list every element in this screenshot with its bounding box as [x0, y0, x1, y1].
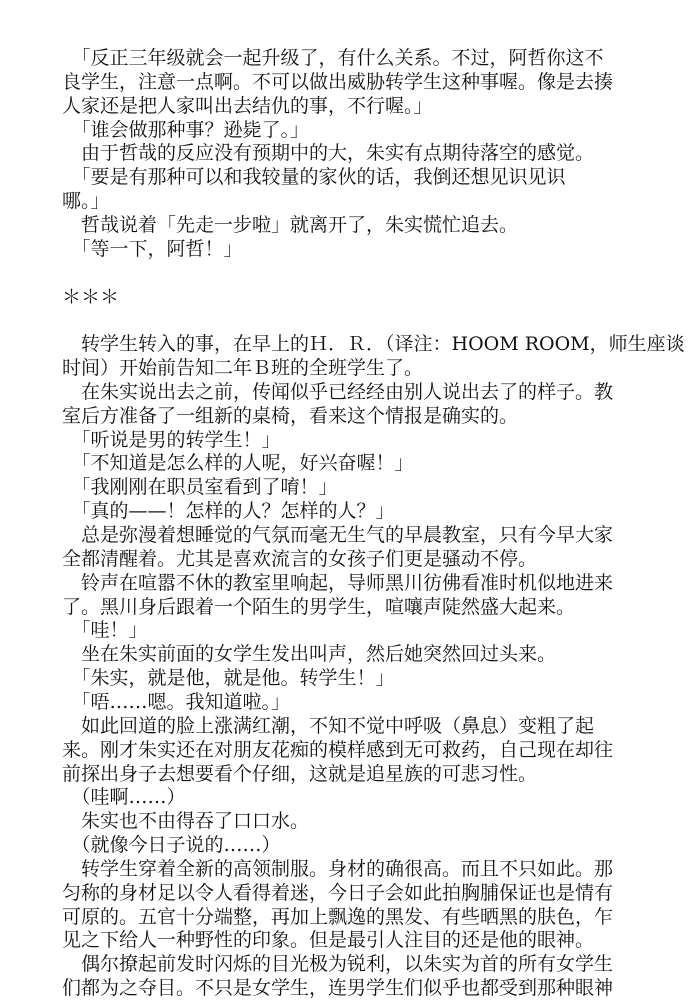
text-line: 转学生穿着全新的高领制服。身材的确很高。而且不只如此。那 [62, 857, 614, 880]
text-line: 「我刚刚在职员室看到了唷！」 [62, 476, 338, 499]
text-line: 匀称的身材足以令人看得着迷，今日子会如此拍胸脯保证也是情有 [62, 881, 614, 904]
text-line: 「反正三年级就会一起升级了，有什么关系。不过，阿哲你这不 [62, 47, 604, 69]
text-line: 朱实也不由得吞了口口水。 [62, 810, 310, 833]
text-line: 「听说是男的转学生！」 [62, 428, 281, 451]
text-line: 如此回道的脸上涨满红潮，不知不觉中呼吸（鼻息）变粗了起 [62, 714, 595, 737]
text-line: 「要是有那种可以和我较量的家伙的话，我倒还想见识见识 [62, 166, 566, 189]
text-line: （哇啊……） [62, 786, 186, 809]
text-line: 「真的——！怎样的人？怎样的人？」 [62, 500, 395, 523]
text-line: ＊＊＊ [62, 285, 120, 308]
text-line: 哪。」 [62, 190, 110, 213]
text-line: 「谁会做那种事？逊毙了。」 [62, 118, 310, 141]
text-line: 见之下给人一种野性的印象。但是最引人注目的还是他的眼神。 [62, 929, 595, 952]
text-line: 哲哉说着「先走一步啦」就离开了，朱实慌忙追去。 [62, 213, 519, 236]
text-line: 来。刚才朱实还在对朋友花痴的模样感到无可救药，自己现在却往 [62, 738, 614, 761]
text-line: 「等一下，阿哲！」 [62, 237, 243, 260]
text-line: 坐在朱实前面的女学生发出叫声，然后她突然回过头来。 [62, 643, 557, 666]
text-line: 人家还是把人家叫出去结仇的事，不行喔。」 [62, 94, 433, 117]
text-line: 铃声在喧嚣不休的教室里响起，导师黑川彷佛看准时机似地进来 [62, 571, 614, 594]
text-line: 「哇！」 [62, 619, 148, 642]
text-line: 可原的。五官十分端整，再加上飘逸的黑发、有些晒黑的肤色，乍 [62, 905, 614, 928]
text-line: 总是弥漫着想睡觉的气氛而毫无生气的早晨教室，只有今早大家 [62, 524, 614, 546]
text-line: 室后方准备了一组新的桌椅，看来这个情报是确实的。 [62, 404, 519, 427]
text-line: 「朱实，就是他，就是他。转学生！」 [62, 667, 395, 690]
text-line: 了。黑川身后跟着一个陌生的男学生，喧嚷声陡然盛大起来。 [62, 595, 576, 618]
text-line: 们都为之夺目。不只是女学生，连男学生们似乎也都受到那种眼神 [62, 977, 614, 1000]
text-line: 全都清醒着。尤其是喜欢流言的女孩子们更是骚动不停。 [62, 547, 538, 570]
text-line: 「不知道是怎么样的人呢，好兴奋喔！」 [62, 452, 414, 475]
text-line: 良学生，注意一点啊。不可以做出威胁转学生这种事喔。像是去揍 [62, 70, 614, 93]
text-line: 偶尔撩起前发时闪烁的目光极为锐利，以朱实为首的所有女学生 [62, 953, 614, 976]
text-line: 前探出身子去想要看个仔细，这就是追星族的可悲习性。 [62, 762, 538, 785]
text-line: 由于哲哉的反应没有预期中的大，朱实有点期待落空的感觉。 [62, 142, 595, 165]
text-line: （就像今日子说的……） [62, 834, 281, 857]
text-line: 时间）开始前告知二年Ｂ班的全班学生了。 [62, 357, 424, 380]
text-line: 在朱实说出去之前，传闻似乎已经经由别人说出去了的样子。教 [62, 380, 614, 403]
text-line: 转学生转入的事，在早上的Ｈ．Ｒ．（译注：HOOM ROOM，师生座谈 [62, 333, 685, 356]
text-line: 「唔……嗯。我知道啦。」 [62, 690, 291, 713]
